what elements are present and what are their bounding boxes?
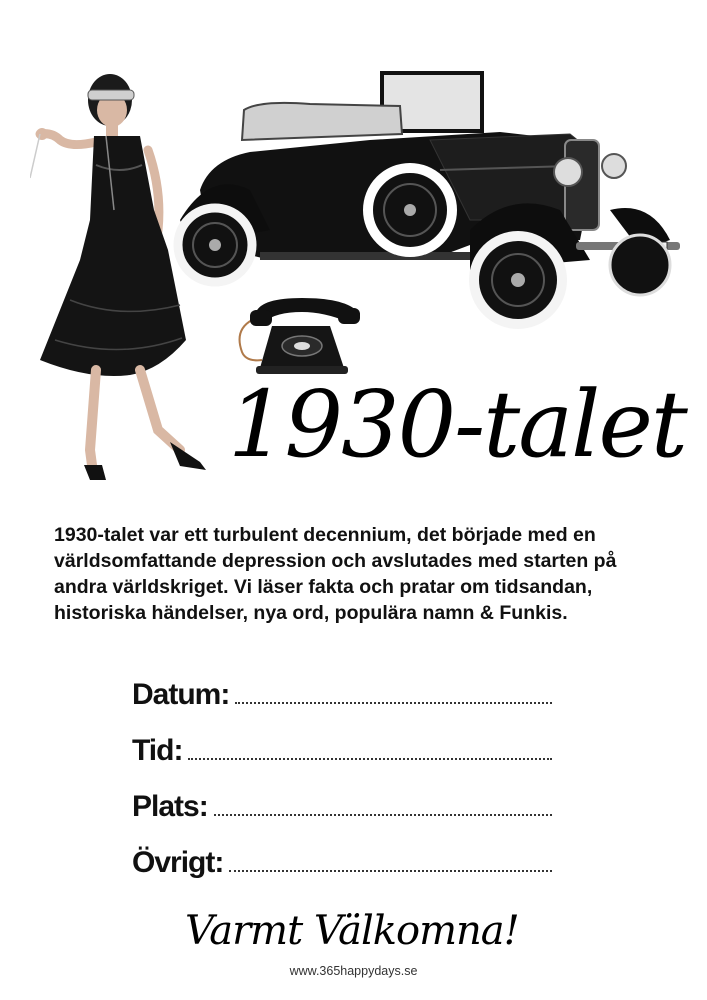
tid-dotted-line[interactable] (188, 756, 552, 760)
tid-field[interactable] (132, 728, 552, 768)
plats-label: Plats: (132, 790, 208, 823)
ovrigt-label: Övrigt: (132, 846, 224, 879)
website-url: www.365happydays.se (289, 964, 418, 978)
datum-dotted-line[interactable] (235, 700, 552, 704)
datum-field[interactable] (132, 672, 552, 712)
ovrigt-field[interactable] (132, 840, 552, 880)
plats-field[interactable] (132, 784, 552, 824)
datum-label: Datum: (132, 678, 230, 711)
tid-label: Tid: (132, 734, 183, 767)
headline-title: 1930-talet (228, 371, 686, 478)
plats-dotted-line[interactable] (214, 812, 552, 816)
ovrigt-dotted-line[interactable] (229, 868, 552, 872)
intro-text: 1930-talet var ett turbulent decennium, det började med en världsomfattande depression och avslutades med starten på andra världskriget. Vi läser fakta och pratar om tidsandan, historiska händelser, nya ord, populära namn & Funkis. (54, 524, 617, 624)
welcome-text: Varmt Välkomna! (185, 908, 519, 954)
